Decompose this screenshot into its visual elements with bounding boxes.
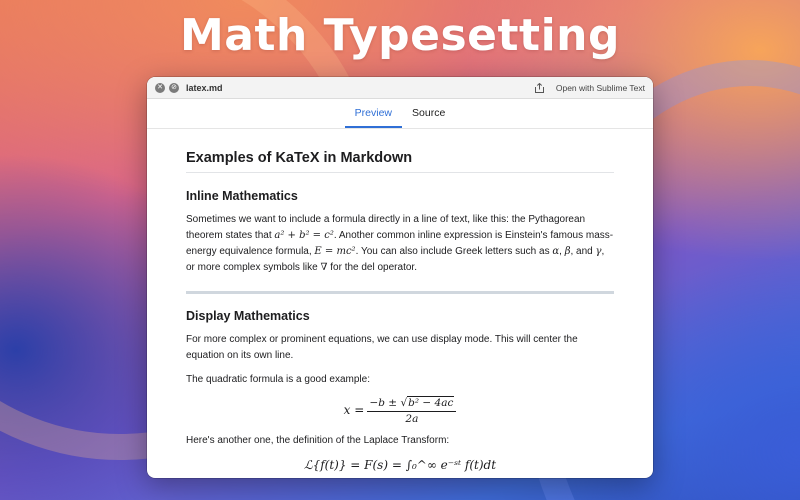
share-icon[interactable] [535, 83, 544, 93]
section-heading: Inline Mathematics [186, 189, 298, 203]
preview-content [147, 150, 653, 473]
section-heading: Display Mathematics [186, 309, 310, 323]
view-tabs [147, 99, 653, 129]
math-emc2: E = mc² [314, 246, 356, 257]
paragraph: The quadratic formula is a good example: [186, 374, 370, 385]
app-window [147, 77, 653, 478]
hide-icon[interactable]: ⊘ [169, 83, 179, 93]
headline: Math Typesetting [180, 10, 620, 61]
paragraph: For more complex or prominent equations, we can use display mode. This will center the equation on its own line. [186, 334, 578, 361]
math-pythagorean: a² + b² = c² [274, 230, 334, 241]
title-bar [147, 77, 653, 99]
open-with-button[interactable]: Open with Sublime Text [555, 82, 645, 93]
file-name: latex.md [186, 82, 223, 93]
math-quadratic-formula: x = $\frac{\text{−b ± √b² − 4ac}}{2a}$ [186, 396, 614, 427]
math-laplace-transform: ℒ{f(t)} = F(s) = ∫₀^∞ e⁻ˢᵗ f(t)dt [303, 458, 497, 472]
paragraph: Here's another one, the definition of the Laplace Transform: [186, 435, 450, 446]
tab-preview[interactable]: Preview [345, 99, 402, 128]
close-button[interactable]: ✕ [155, 83, 165, 93]
paragraph: Sometimes we want to include a formula directly in a line of text, like this: the Pythagorean theorem states that a² + b² = c². Another common inline expression is Einstein's famous mass-energy equivalence formula, E = mc². You can also include Greek letters such as α, β, and γ, or more complex symbols like ∇ for the del operator. [186, 214, 614, 273]
tab-source[interactable]: Source [412, 106, 446, 119]
divider [186, 291, 614, 294]
math-nabla: ∇ [320, 262, 328, 273]
doc-title: Examples of KaTeX in Markdown [186, 150, 614, 173]
